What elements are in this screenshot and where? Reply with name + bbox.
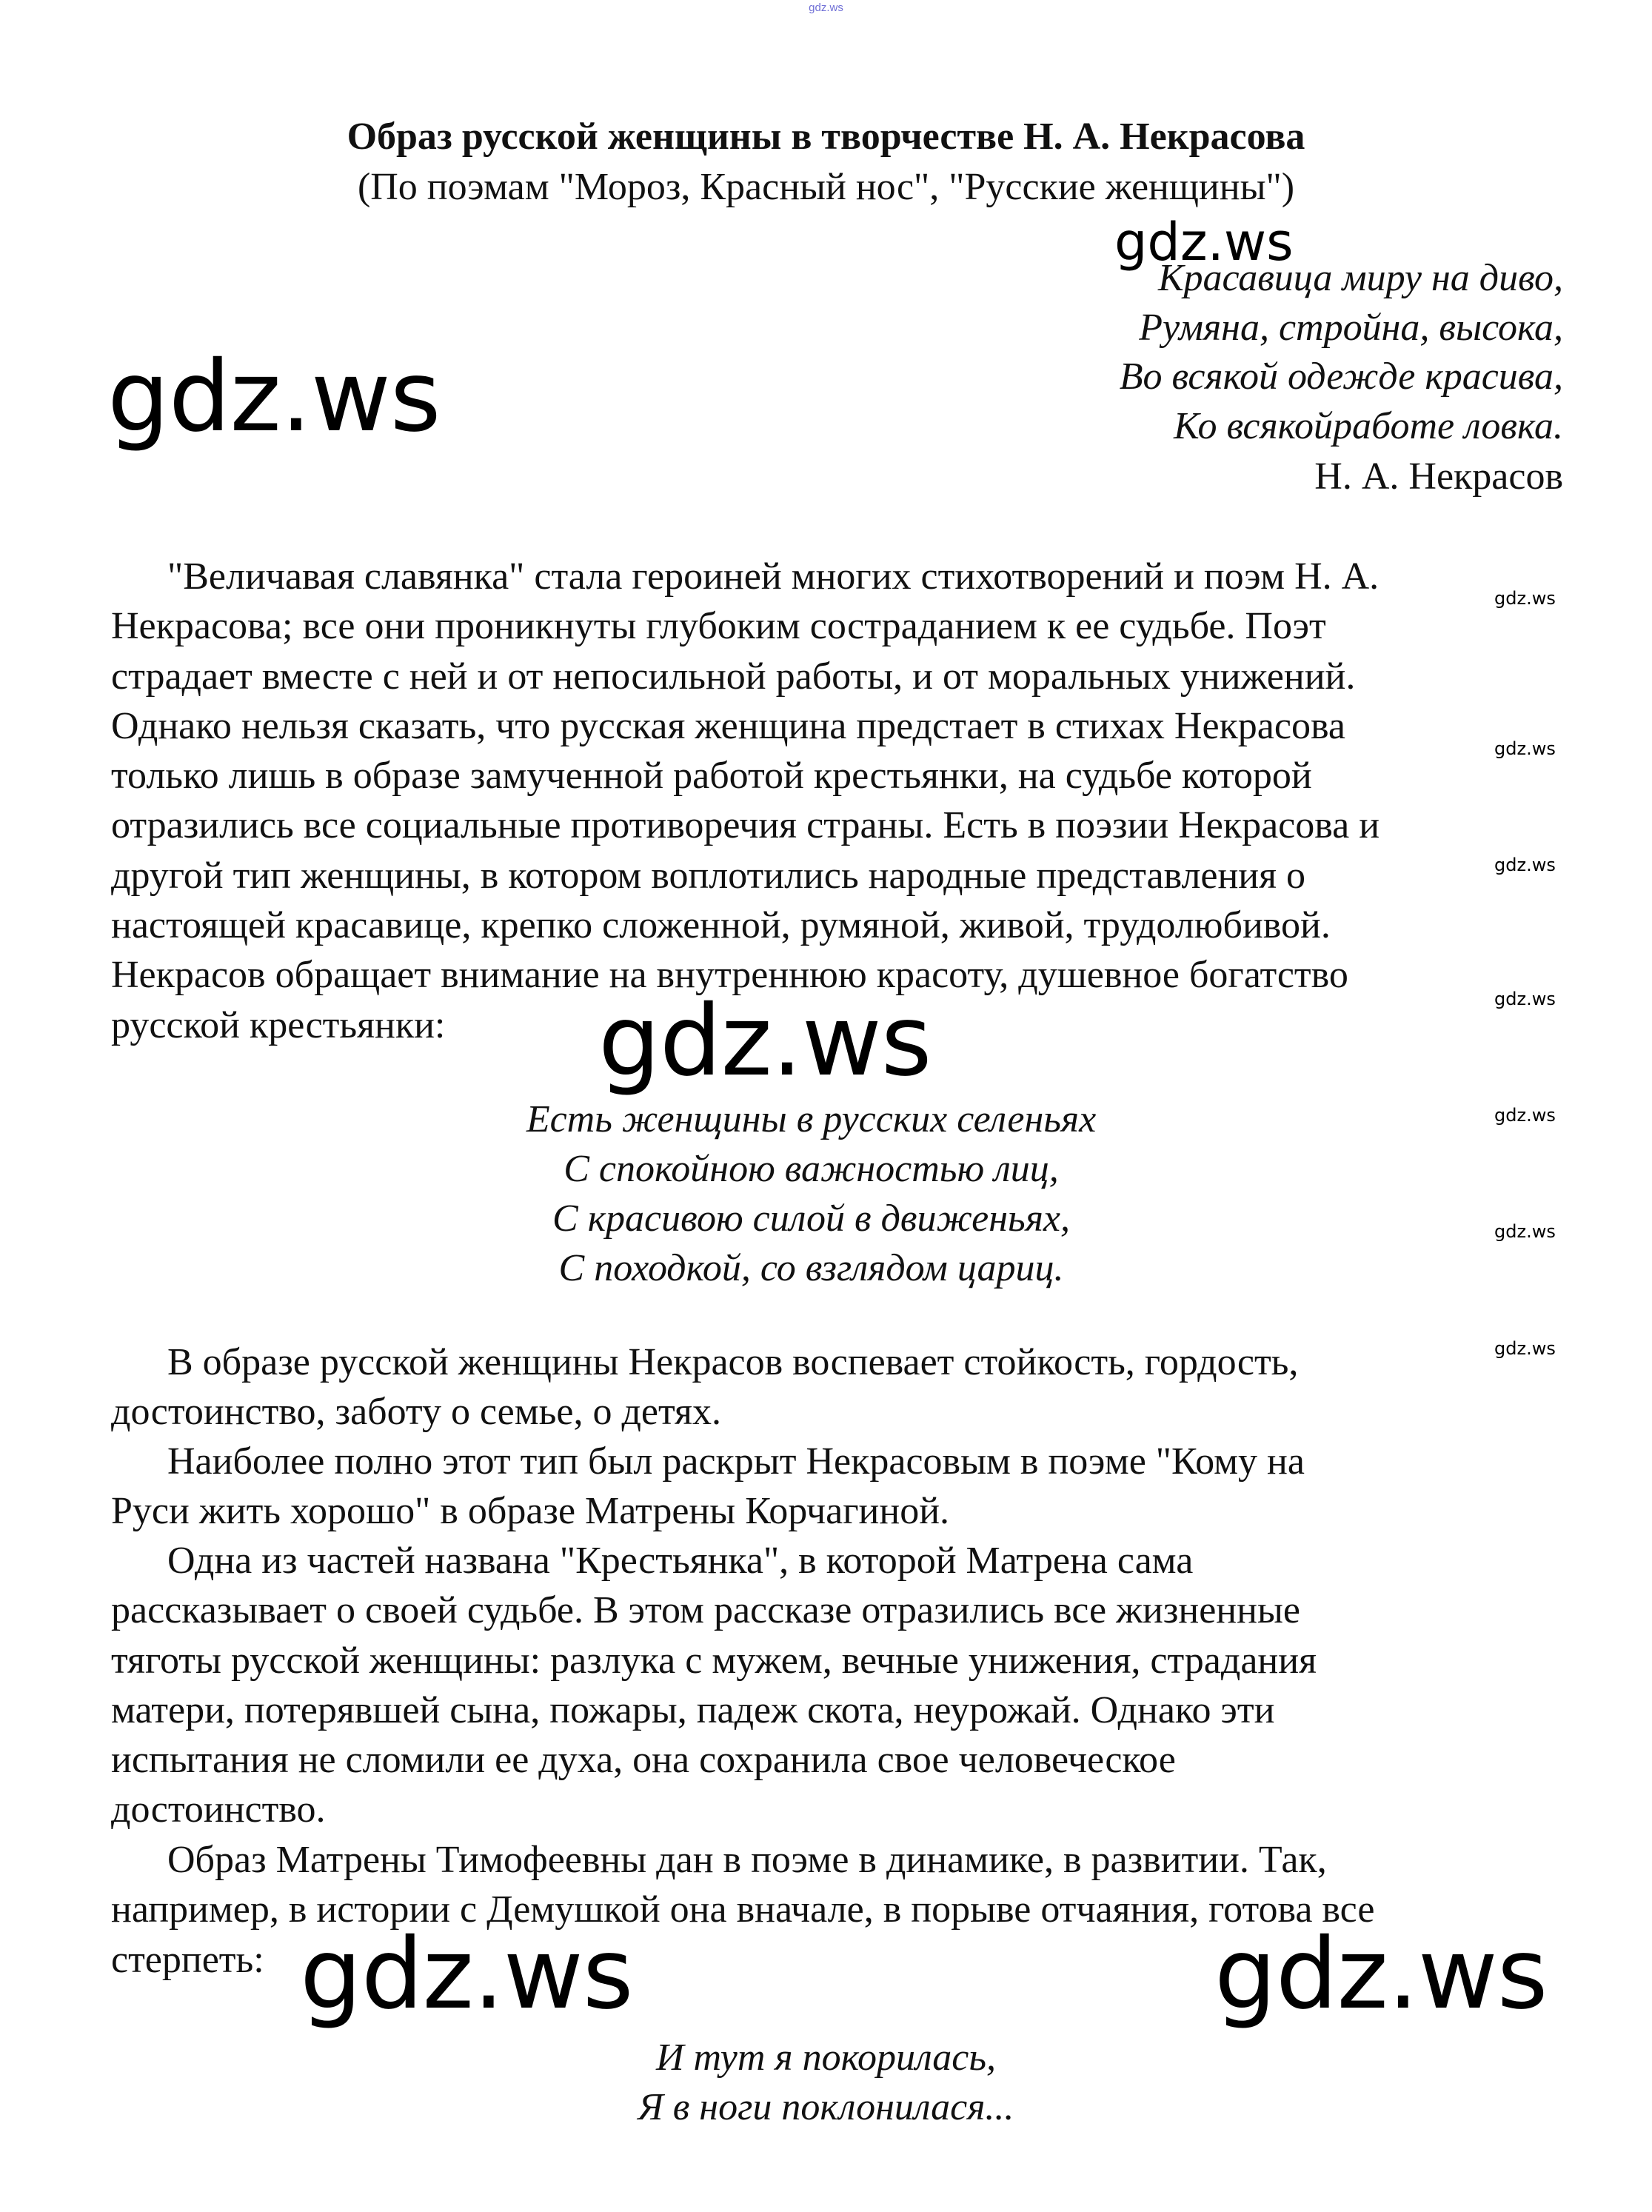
text-line: Руси жить хорошо" в образе Матрены Корчагиной.	[111, 1490, 950, 1533]
text-line: страдает вместе с ней и от непосильной работы, и от моральных унижений.	[111, 655, 1356, 698]
text-line: настоящей красавице, крепко сложенной, румяной, живой, трудолюбивой.	[111, 904, 1331, 947]
watermark-small: gdz.ws	[1494, 989, 1556, 1009]
verse-line: И тут я покорилась,	[655, 2036, 996, 2079]
text-line: стерпеть:	[111, 1938, 264, 1981]
watermark-small: gdz.ws	[1494, 588, 1556, 609]
watermark: gdz.ws	[1214, 1917, 1548, 2031]
text-line: отразились все социальные противоречия страны. Есть в поэзии Некрасова и	[111, 804, 1380, 847]
text-line: рассказывает о своей судьбе. В этом рассказе отразились все жизненные	[111, 1589, 1300, 1632]
watermark-small: gdz.ws	[1494, 738, 1556, 759]
verse-line: Я в ноги поклонилася...	[638, 2086, 1014, 2128]
text-line: В образе русской женщины Некрасов воспевает стойкость, гордость,	[167, 1341, 1299, 1383]
epigraph	[1120, 254, 1563, 451]
verse-line: С походкой, со взглядом цариц.	[558, 1247, 1064, 1289]
text-line: матери, потерявшей сына, пожары, падеж скота, неурожай. Однако эти	[111, 1688, 1275, 1731]
watermark: gdz.ws	[107, 340, 441, 454]
verse-line: С спокойною важностью лиц,	[564, 1148, 1059, 1190]
text-line: только лишь в образе замученной работой крестьянки, на судьбе которой	[111, 755, 1312, 798]
text-line: испытания не сломили ее духа, она сохранила свое человеческое	[111, 1739, 1176, 1782]
watermark-small: gdz.ws	[1494, 855, 1556, 875]
text-line: достоинство, заботу о семье, о детях.	[111, 1391, 721, 1434]
text-line: Некрасов обращает внимание на внутреннюю красоту, душевное богатство	[111, 954, 1348, 997]
watermark-small: gdz.ws	[1494, 1221, 1556, 1242]
text-line: Некрасова; все они проникнуты глубоким состраданием к ее судьбе. Поэт	[111, 605, 1326, 648]
document-subtitle: (По поэмам "Мороз, Красный нос", "Русские женщины")	[357, 166, 1295, 208]
text-line: например, в истории с Демушкой она вначале, в порыве отчаяния, готова все	[111, 1888, 1375, 1931]
text-line: Однако нельзя сказать, что русская женщина предстает в стихах Некрасова	[111, 704, 1345, 747]
verse-1	[0, 1095, 1637, 1293]
watermark-small: gdz.ws	[1494, 1105, 1556, 1126]
watermark: gdz.ws	[598, 984, 932, 1098]
text-line: русской крестьянки:	[111, 1003, 446, 1046]
paragraph-1	[111, 552, 1562, 1050]
verse-line: С красивою силой в движеньях,	[552, 1197, 1070, 1240]
watermark: gdz.ws	[300, 1917, 633, 2031]
epigraph-line: Румяна, стройна, высока,	[1139, 306, 1563, 349]
epigraph-line: Ко всякойработе ловка.	[1173, 404, 1563, 447]
watermark-top: gdz.ws	[809, 1, 843, 14]
epigraph-line: Во всякой одежде красива,	[1119, 355, 1563, 398]
epigraph-line: Красавица миру на диво,	[1157, 257, 1563, 299]
verse-2	[0, 2033, 1652, 2132]
paragraph-4	[111, 1536, 1562, 1835]
text-line: Образ Матрены Тимофеевны дан в поэме в динамике, в развитии. Так,	[167, 1839, 1327, 1881]
text-line: другой тип женщины, в котором воплотились народные представления о	[111, 854, 1306, 897]
epigraph-author: Н. А. Некрасов	[1314, 455, 1563, 498]
text-line: Одна из частей названа "Крестьянка", в которой Матрена сама	[167, 1540, 1194, 1582]
watermark-small: gdz.ws	[1494, 1338, 1556, 1359]
verse-line: Есть женщины в русских селеньях	[526, 1098, 1097, 1140]
text-line: тяготы русской женщины: разлука с мужем, вечные унижения, страдания	[111, 1639, 1317, 1682]
text-line: "Величавая славянка" стала героиней многих стихотворений и поэм Н. А.	[167, 555, 1380, 598]
text-line: достоинство.	[111, 1788, 326, 1831]
paragraph-3	[111, 1437, 1562, 1537]
document-title: Образ русской женщины в творчестве Н. А. Некрасова	[347, 116, 1305, 158]
watermark: gdz.ws	[1114, 212, 1294, 273]
paragraph-2	[111, 1337, 1562, 1437]
text-line: Наиболее полно этот тип был раскрыт Некрасовым в поэме "Кому на	[167, 1440, 1305, 1483]
